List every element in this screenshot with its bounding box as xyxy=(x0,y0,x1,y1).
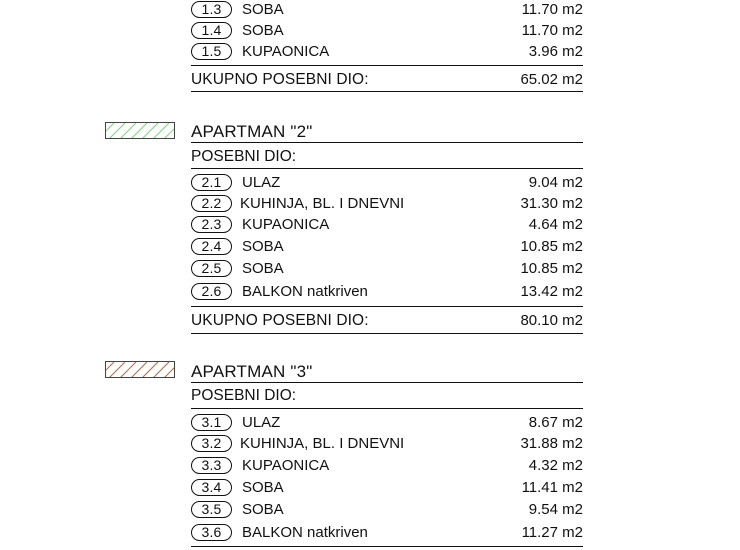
room-area: 9.54 m2 xyxy=(528,501,583,518)
room-number-badge: 3.4 xyxy=(191,479,232,496)
room-number-badge: 3.2 xyxy=(191,435,232,452)
room-name: SOBA xyxy=(242,479,284,496)
room-name: KUPAONICA xyxy=(242,43,330,60)
room-name: BALKON natkriven xyxy=(242,283,368,300)
section-subtitle: POSEBNI DIO: xyxy=(191,387,297,404)
total-row xyxy=(191,70,583,92)
total-row xyxy=(191,311,583,333)
room-number-badge: 2.1 xyxy=(191,174,232,191)
room-number-badge: 3.1 xyxy=(191,414,232,431)
room-number-badge: 1.3 xyxy=(191,1,232,18)
room-row xyxy=(191,42,583,64)
total-divider xyxy=(191,306,583,307)
section-end-line xyxy=(191,333,583,334)
room-area: 11.27 m2 xyxy=(521,524,583,541)
title-underline xyxy=(191,382,583,383)
room-area: 13.42 m2 xyxy=(520,283,583,300)
room-row xyxy=(191,215,583,237)
room-row xyxy=(191,523,583,545)
subtitle-underline xyxy=(191,408,583,409)
room-area: 4.64 m2 xyxy=(528,216,583,233)
room-number-badge: 3.5 xyxy=(191,501,232,518)
room-area: 9.04 m2 xyxy=(528,174,583,191)
apartment-title: APARTMAN "2" xyxy=(191,122,313,141)
room-row xyxy=(191,0,583,22)
room-number-badge: 3.6 xyxy=(191,524,232,541)
room-name: BALKON natkriven xyxy=(242,524,368,541)
room-area: 3.96 m2 xyxy=(528,43,583,60)
room-number-badge: 2.4 xyxy=(191,238,232,255)
room-name: ULAZ xyxy=(242,414,281,431)
room-row xyxy=(191,173,583,195)
total-divider xyxy=(191,65,583,66)
room-number-badge: 2.2 xyxy=(191,195,232,212)
room-row xyxy=(191,259,583,281)
room-name: SOBA xyxy=(242,260,284,277)
room-name: SOBA xyxy=(242,1,284,18)
room-area: 11.41 m2 xyxy=(521,479,583,496)
room-row xyxy=(191,21,583,43)
section-subtitle: POSEBNI DIO: xyxy=(191,148,297,165)
room-number-badge: 2.6 xyxy=(191,283,232,300)
room-name: ULAZ xyxy=(242,174,281,191)
room-number-badge: 2.5 xyxy=(191,260,232,277)
room-area: 10.85 m2 xyxy=(520,238,583,255)
room-row xyxy=(191,434,583,456)
apartment-title: APARTMAN "3" xyxy=(191,362,313,381)
room-row xyxy=(191,413,583,435)
room-name: KUPAONICA xyxy=(242,457,330,474)
total-area: 80.10 m2 xyxy=(520,312,583,329)
room-number-badge: 3.3 xyxy=(191,457,232,474)
room-number-badge: 1.4 xyxy=(191,22,232,39)
subtitle-underline xyxy=(191,168,583,169)
room-area: 11.70 m2 xyxy=(521,1,583,18)
room-area: 31.88 m2 xyxy=(520,435,583,452)
total-area: 65.02 m2 xyxy=(520,71,583,88)
room-name: SOBA xyxy=(242,22,284,39)
room-name: SOBA xyxy=(242,501,284,518)
room-number-badge: 2.3 xyxy=(191,216,232,233)
title-underline xyxy=(191,142,583,143)
room-area: 31.30 m2 xyxy=(520,195,583,212)
room-area: 8.67 m2 xyxy=(528,414,583,431)
room-name: SOBA xyxy=(242,238,284,255)
total-label: UKUPNO POSEBNI DIO: xyxy=(191,71,369,88)
section-end-line xyxy=(191,91,583,92)
room-name: KUHINJA, BL. I DNEVNI xyxy=(240,435,405,452)
room-row xyxy=(191,500,583,522)
room-name: KUPAONICA xyxy=(242,216,330,233)
room-row xyxy=(191,478,583,500)
green-hatch-icon xyxy=(105,122,175,139)
room-area: 11.70 m2 xyxy=(521,22,583,39)
room-row xyxy=(191,456,583,478)
room-row xyxy=(191,194,583,216)
room-name: KUHINJA, BL. I DNEVNI xyxy=(240,195,405,212)
room-area: 4.32 m2 xyxy=(528,457,583,474)
section-end-line xyxy=(191,546,583,547)
room-row xyxy=(191,282,583,304)
total-label: UKUPNO POSEBNI DIO: xyxy=(191,312,369,329)
room-area: 10.85 m2 xyxy=(520,260,583,277)
room-number-badge: 1.5 xyxy=(191,43,232,60)
room-row xyxy=(191,237,583,259)
brown-hatch-icon xyxy=(105,361,175,378)
